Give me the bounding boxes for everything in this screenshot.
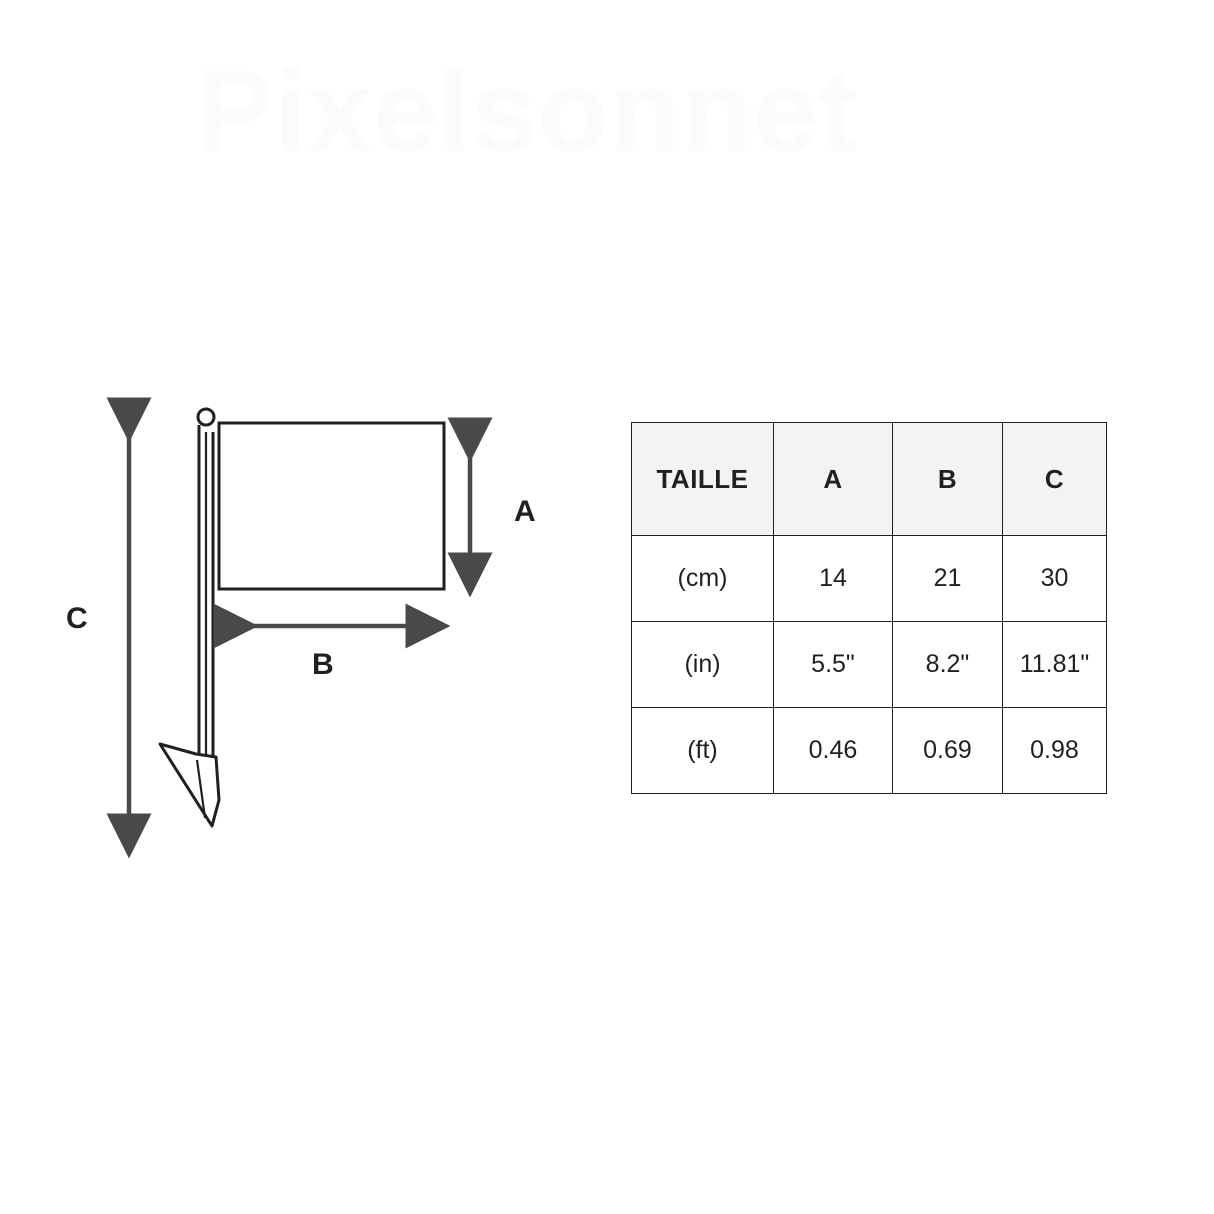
- table-header-a: A: [774, 423, 893, 536]
- table-row: [632, 622, 1107, 708]
- table-row: [632, 536, 1107, 622]
- pole-top-knob: [198, 409, 214, 425]
- flag-dimension-diagram: [0, 0, 600, 1214]
- cell-in-b: 8.2": [893, 622, 1003, 708]
- row-unit-cm: (cm): [632, 536, 774, 622]
- cell-in-a: 5.5": [774, 622, 893, 708]
- window-clip: [160, 744, 219, 826]
- dimension-label-b: B: [312, 648, 334, 681]
- cell-ft-b: 0.69: [893, 708, 1003, 794]
- size-table-container: [631, 422, 1106, 794]
- cell-ft-c: 0.98: [1003, 708, 1107, 794]
- row-unit-in: (in): [632, 622, 774, 708]
- table-header-taille: TAILLE: [632, 423, 774, 536]
- diagram-svg: [0, 0, 600, 1214]
- cell-ft-a: 0.46: [774, 708, 893, 794]
- cell-in-c: 11.81": [1003, 622, 1107, 708]
- size-table: [631, 422, 1107, 794]
- cell-cm-c: 30: [1003, 536, 1107, 622]
- table-header-row: [632, 423, 1107, 536]
- dimension-label-a: A: [514, 495, 536, 528]
- dimension-label-c: C: [66, 602, 88, 635]
- cell-cm-a: 14: [774, 536, 893, 622]
- table-header-b: B: [893, 423, 1003, 536]
- table-header-c: C: [1003, 423, 1107, 536]
- flag-fabric: [219, 423, 444, 589]
- table-row: [632, 708, 1107, 794]
- cell-cm-b: 21: [893, 536, 1003, 622]
- row-unit-ft: (ft): [632, 708, 774, 794]
- watermark-text: Pixelsonnet: [196, 46, 859, 176]
